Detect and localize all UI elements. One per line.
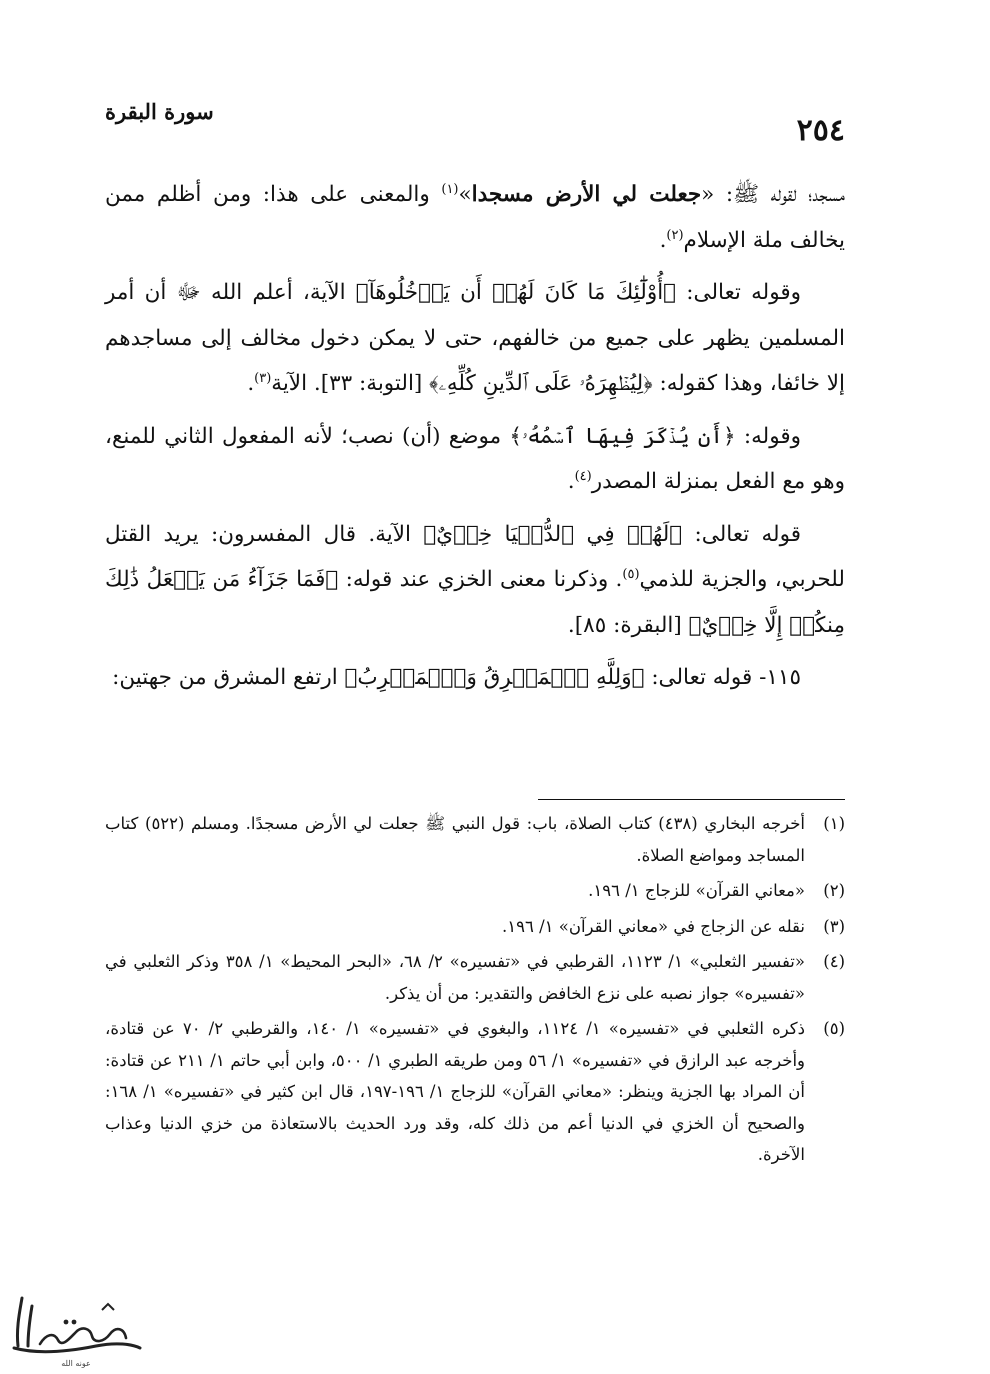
footnote-ref-2[interactable]: (٢): [666, 227, 684, 243]
footnote-number: (٤): [823, 952, 845, 971]
text-run: »: [458, 182, 472, 207]
footnote-text: «تفسير الثعلبي» ١/ ١١٢٣، القرطبي في «تفسيره» ٢/ ٦٨، «البحر المحيط» ١/ ٣٥٨ وذكر الثعلبي في «تفسيره» جواز نصبه على نزع الخافض والتقدير: من أن يذكر.: [105, 952, 805, 1003]
main-text: [105, 172, 845, 708]
paragraph-4: [105, 512, 845, 649]
footnote-text: أخرجه البخاري (٤٣٨) كتاب الصلاة، باب: قول النبي ﷺ جعلت لي الأرض مسجدًا. ومسلم (٥٢٢) كتاب المساجد ومواضع الصلاة.: [105, 814, 806, 865]
text-run: [البقرة: ٨٥].: [567, 612, 689, 638]
footnote-item: [105, 946, 845, 1009]
footnote-number: (١): [823, 814, 845, 833]
paragraph-1: [105, 172, 845, 263]
footnote-item: [105, 808, 845, 871]
footnote-number: (٥): [823, 1019, 845, 1038]
footnote-text: نقله عن الزجاج في «معاني القرآن» ١/ ١٩٦.: [501, 916, 805, 936]
paragraph-2: [105, 270, 845, 407]
footnotes: [105, 808, 845, 1175]
text-run: ١١٥- قوله تعالى:: [644, 665, 801, 690]
footnote-ref-3[interactable]: (٣): [254, 370, 272, 386]
text-run: قوله تعالى:: [682, 521, 801, 547]
footnote-number: (٢): [823, 881, 845, 900]
text-run: .: [659, 227, 667, 253]
footnote-text: ذكره الثعلبي في «تفسيره» ١/ ١١٢٤، والبغوي في «تفسيره» ١/ ١٤٠، والقرطبي ٢/ ٧٠ عن قتادة، وأخرجه عبد الرازق في «تفسيره» ١/ ٥٦ ومن طريقه الطبري ١/ ٥٠٠، وابن أبي حاتم ١/ ٢١١ عن قتادة: أن المراد بها الجزية وينظر: «معاني القرآن» للزجاج ١/ ١٩٦-١٩٧، قال ابن كثير في «تفسيره» ١/ ١٦٨: والصحيح أن الخزي في الدنيا أعم من ذلك كله، وقد ورد الحديث بالاستعاذة من خزي الدنيا وعذاب الآخرة.: [105, 1019, 806, 1164]
paragraph-3: [105, 414, 845, 505]
page-number: ٢٥٤: [796, 113, 845, 148]
text-run: ارتفع المشرق من جهتين:: [112, 665, 345, 690]
footnote-separator: [538, 799, 845, 800]
footnote-item: [105, 911, 845, 943]
text-run: مسجد؛ لقوله ﷺ: «: [701, 182, 845, 207]
publisher-logo: [6, 1288, 146, 1370]
footnote-ref-5[interactable]: (٥): [622, 566, 640, 582]
text-run: والمعنى على هذا: ومن أظلم ممن يخالف ملة الإسلام: [105, 182, 845, 253]
text-run: .: [247, 371, 255, 396]
text-run: وقوله:: [735, 423, 801, 449]
text-run: وقوله تعالى:: [676, 280, 801, 305]
page-header: [105, 95, 845, 148]
footnote-ref-1[interactable]: (١): [441, 181, 459, 197]
footnote-ref-4[interactable]: (٤): [574, 468, 592, 484]
quran-verse: ﴿أُوْلَٰٓئِكَ مَا كَانَ لَهُمۡ أَن يَدۡخُلُوهَآ﴾: [355, 280, 677, 305]
footnote-text: «معاني القرآن» للزجاج ١/ ١٩٦.: [588, 881, 805, 900]
quran-verse: ﴿لَهُمۡ فِي ٱلدُّنۡيَا خِزۡيٌ﴾: [423, 521, 683, 547]
footnote-number: (٣): [823, 916, 845, 936]
text-run: الآية، أعلم الله ﷻ أن أمر المسلمين يظهر على جميع من خالفهم، حتى لا يمكن دخول مخالف إلى مساجدهم إلا خائفا، وهذا كقوله:: [105, 280, 845, 396]
footnote-item: [105, 875, 845, 907]
paragraph-5: [105, 655, 845, 701]
text-run: . وذكرنا معنى الخزي عند قوله:: [338, 567, 623, 592]
quran-verse: ﴿أَن يُذۡكَرَ فِيهَا ٱسۡمُهُۥ﴾: [509, 423, 736, 449]
text-run: [التوبة: ٣٣]. الآية: [271, 371, 430, 396]
quran-verse: ﴿وَلِلَّهِ ٱلۡمَشۡرِقُ وَٱلۡمَغۡرِبُ﴾: [344, 665, 645, 690]
text-run: .: [567, 469, 575, 494]
quran-verse: ﴿فَمَا جَزَآءُ مَن يَفۡعَلُ ذَٰلِكَ مِنكُمۡ إِلَّا خِزۡيٌ﴾: [105, 567, 845, 638]
logo-subtext: عونه الله: [61, 1359, 91, 1368]
surah-name: سورة البقرة: [105, 99, 214, 124]
quran-verse: ﴿لِيُظۡهِرَهُۥ عَلَى ٱلدِّينِ كُلِّهِۦ﴾: [429, 371, 653, 396]
footnote-item: [105, 1013, 845, 1171]
text-run: موضع (أن) نصب؛ لأنه المفعول الثاني للمنع، وهو مع الفعل بمنزلة المصدر: [105, 423, 845, 494]
hadith-quote: جعلت لي الأرض مسجدا: [471, 182, 702, 207]
text-run: الآية. قال المفسرون: يريد القتل للحربي، والجزية للذمي: [105, 521, 845, 592]
